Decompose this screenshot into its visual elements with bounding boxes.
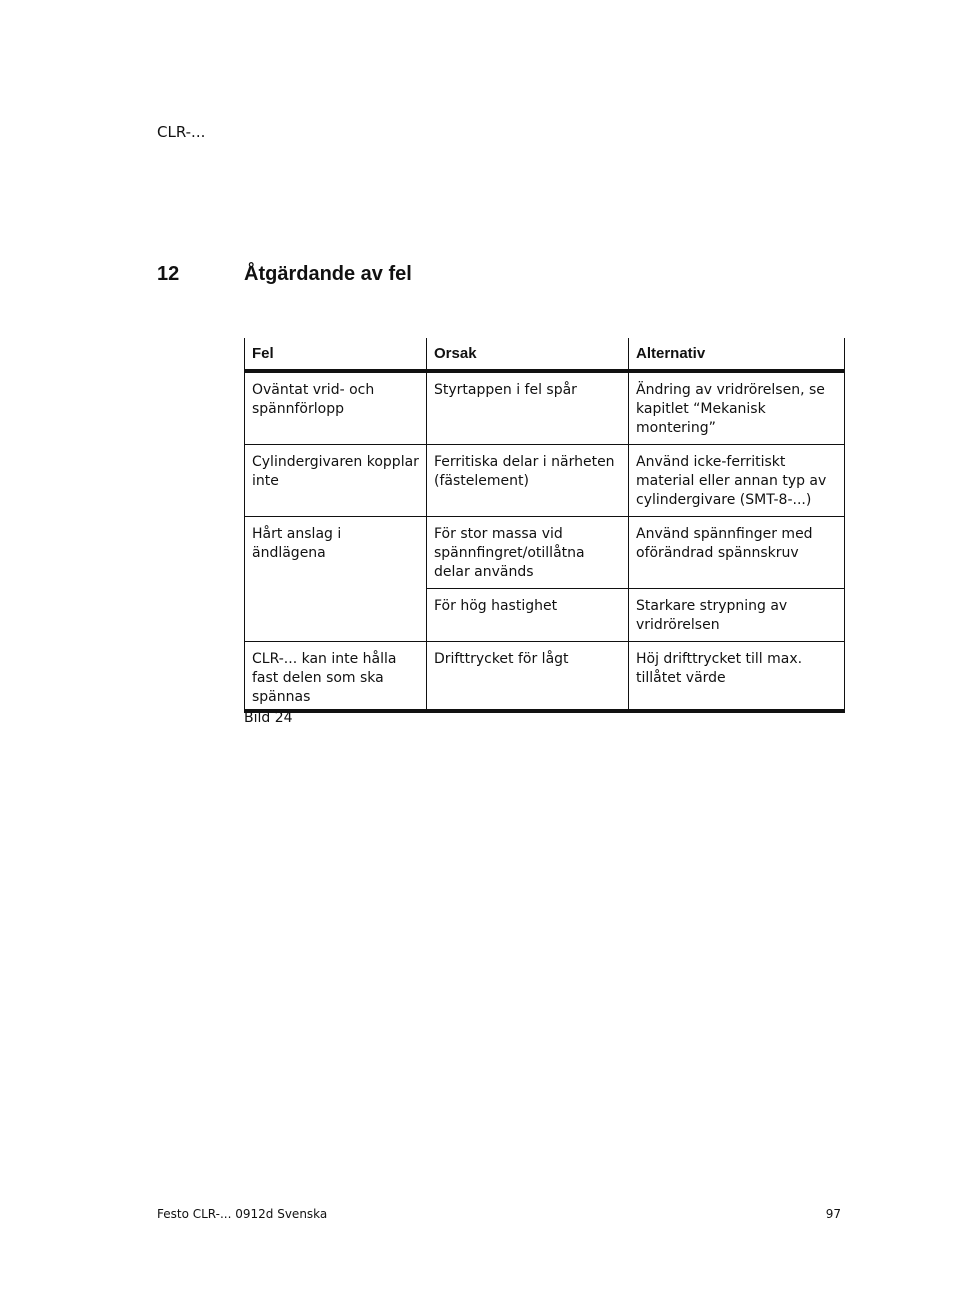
document-header-label: CLR-...	[157, 123, 206, 141]
table-cell-orsak: Ferritiska delar i närheten (fästelement)	[427, 445, 629, 517]
table-row	[245, 642, 845, 712]
table-cell-alternativ: Starkare strypning av vridrörelsen	[629, 589, 845, 642]
footer-page-number: 97	[825, 1207, 841, 1221]
figure-caption: Bild 24	[244, 710, 293, 726]
table-cell-orsak: För hög hastighet	[427, 589, 629, 642]
table-cell-fel: Cylindergivaren kopplar inte	[245, 445, 427, 517]
table-row	[245, 371, 845, 445]
section-number: 12	[157, 263, 180, 285]
table-cell-alternativ: Använd icke-ferritiskt material eller annan typ av cylindergivare (SMT-8-...)	[629, 445, 845, 517]
troubleshooting-table	[244, 338, 845, 713]
table-cell-orsak: Drifttrycket för lågt	[427, 642, 629, 712]
table-cell-alternativ: Använd spännfinger med oförändrad spännskruv	[629, 517, 845, 589]
table-cell-alternativ: Ändring av vridrörelsen, se kapitlet “Mekanisk montering”	[629, 371, 845, 445]
column-header-orsak: Orsak	[427, 338, 629, 371]
table-cell-fel: CLR-... kan inte hålla fast delen som ska spännas	[245, 642, 427, 712]
table-cell-fel: Oväntat vrid- och spännförlopp	[245, 371, 427, 445]
column-header-alternativ: Alternativ	[629, 338, 845, 371]
table-cell-fel: Hårt anslag i ändlägena	[245, 517, 427, 642]
table-cell-orsak: För stor massa vid spännfingret/otillåtna delar används	[427, 517, 629, 589]
footer-document-info: Festo CLR-... 0912d Svenska	[157, 1207, 328, 1221]
section-title: Åtgärdande av fel	[244, 263, 412, 285]
table-cell-alternativ: Höj drifttrycket till max. tillåtet värde	[629, 642, 845, 712]
table-header-row	[245, 338, 845, 371]
column-header-fel: Fel	[245, 338, 427, 371]
table-row	[245, 445, 845, 517]
table-cell-orsak: Styrtappen i fel spår	[427, 371, 629, 445]
table-row	[245, 517, 845, 589]
